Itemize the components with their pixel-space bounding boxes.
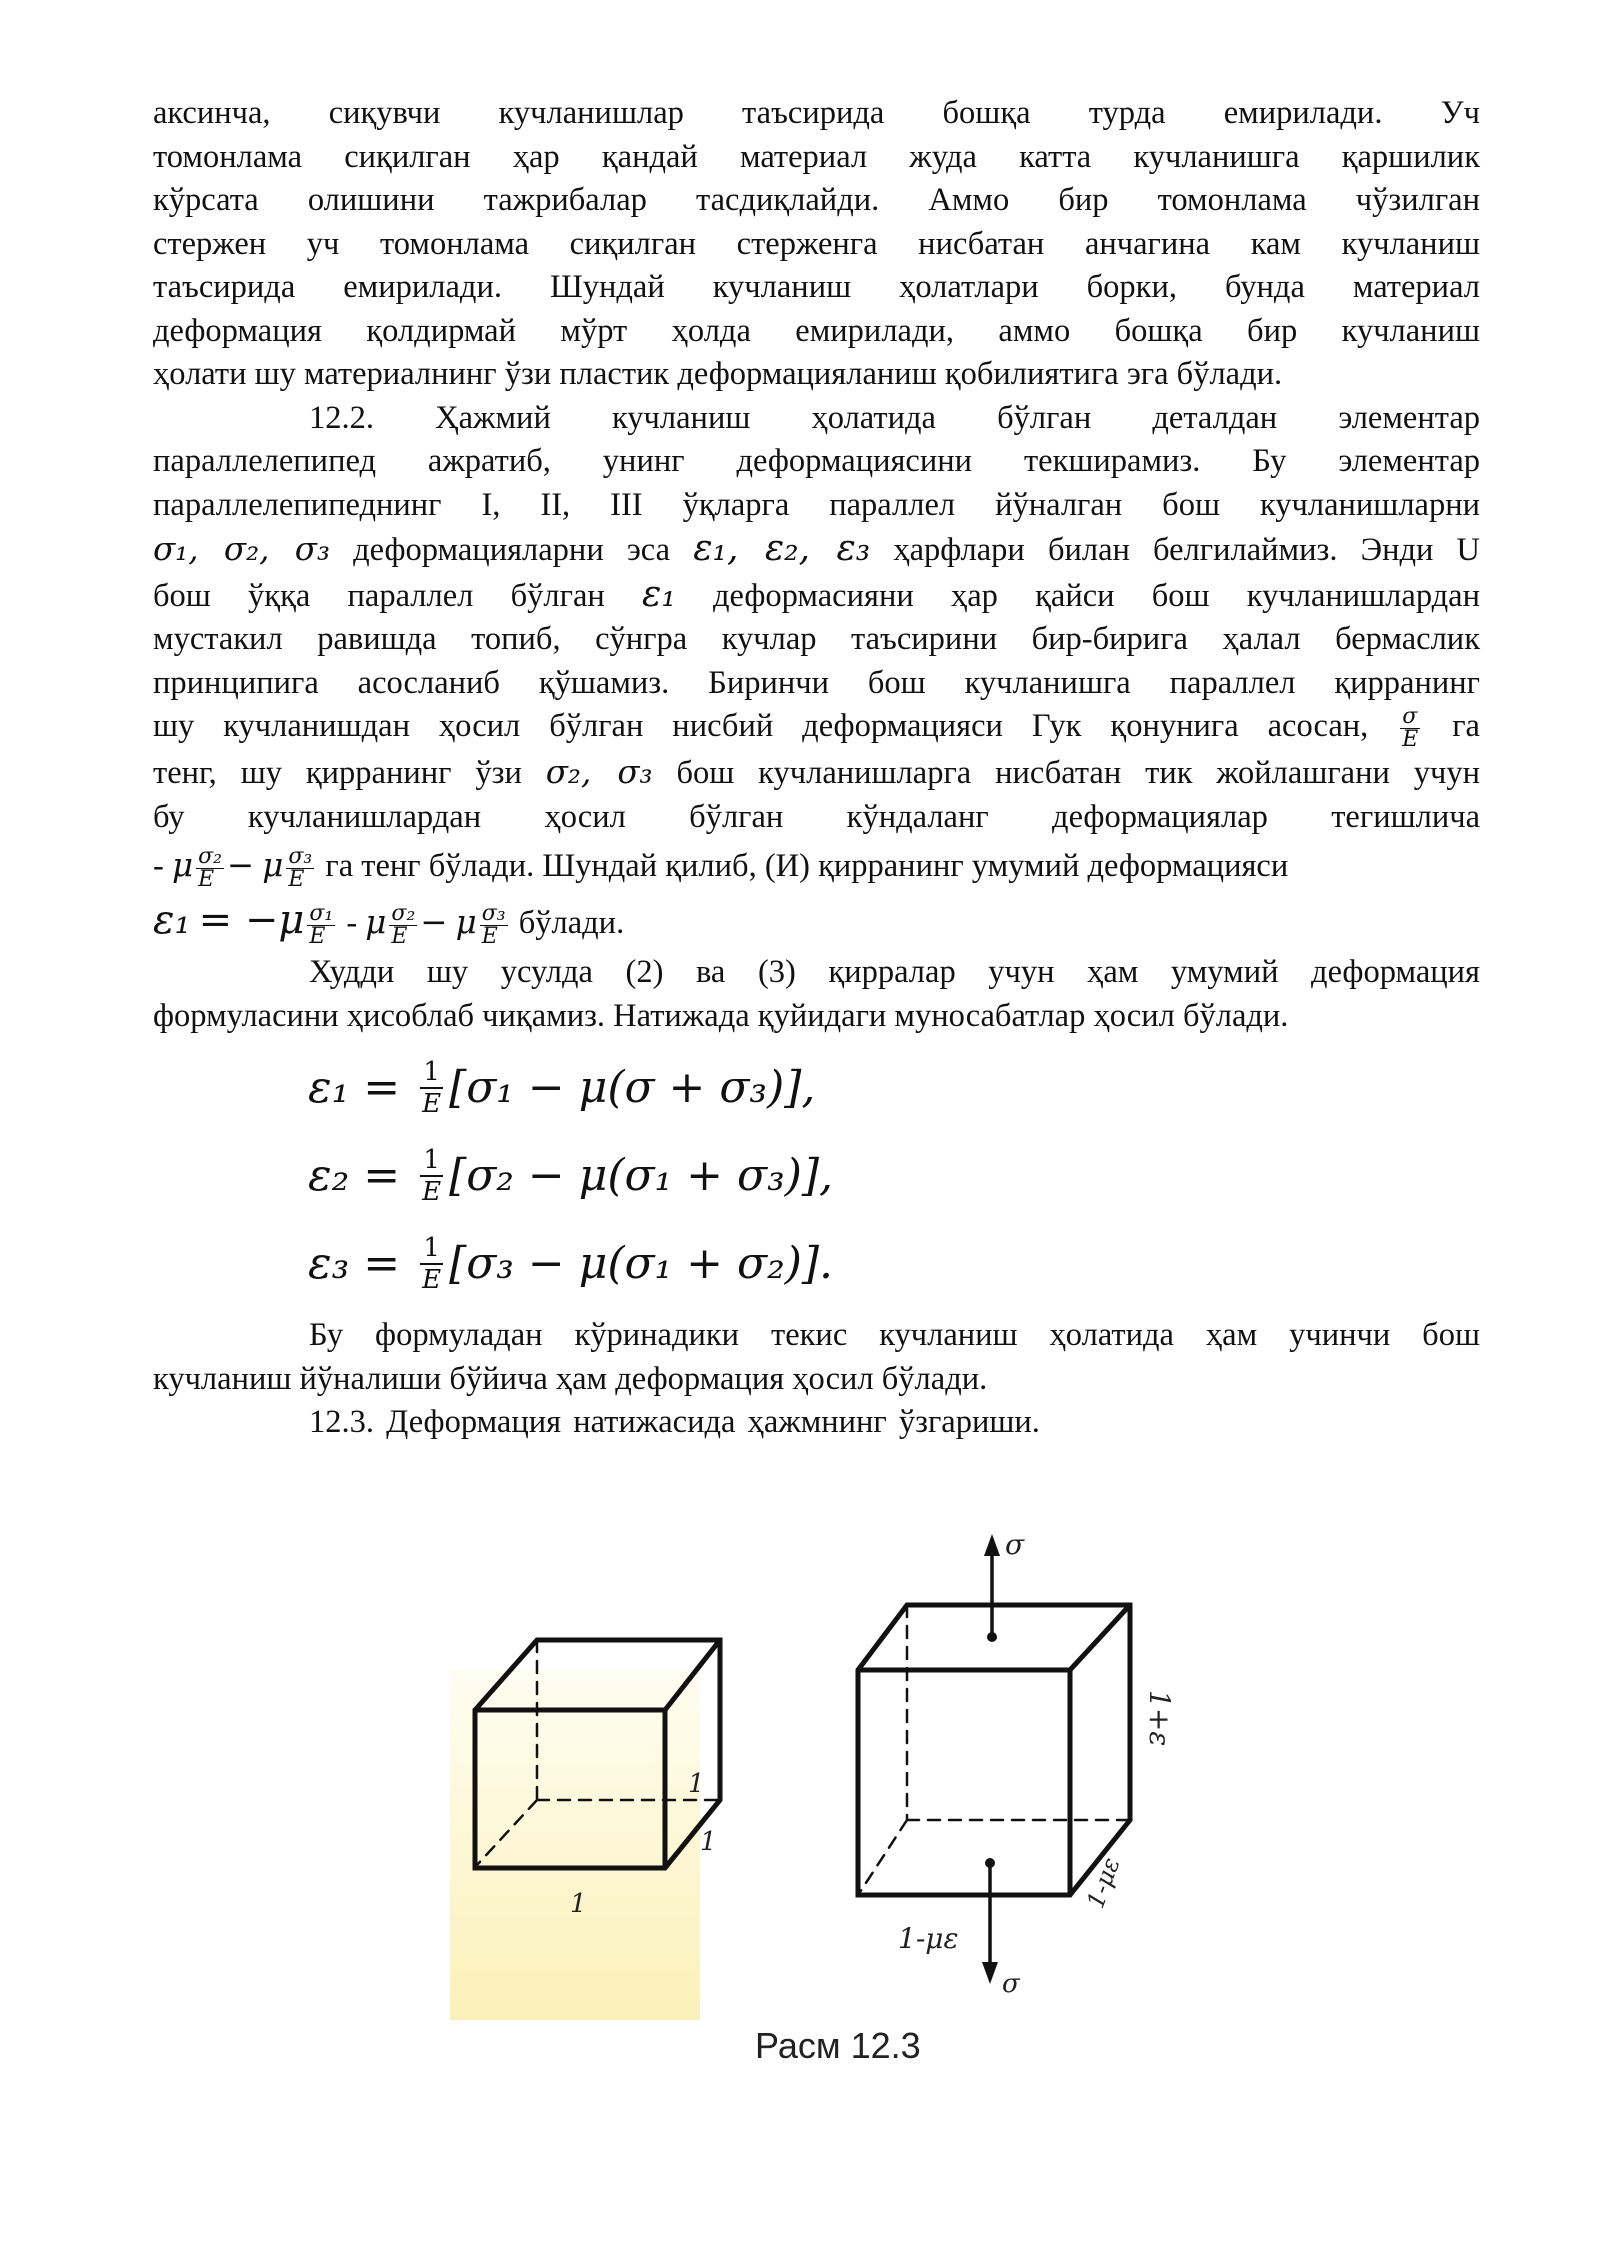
numerator: 1 [420,1145,443,1177]
fraction-sigma1-over-e [307,903,335,948]
equation-rhs: [σ₃ − μ(σ₁ + σ₂)]. [449,1238,834,1290]
text-line [153,705,1480,751]
text-line: таъсирида емирилади. Шундай кучланиш ҳолатлари борки, бунда материал [153,269,1480,305]
denominator: E [309,924,326,950]
paragraph-2 [153,397,1480,952]
figure-caption: Расм 12.3 [755,2025,921,2066]
equation-system [308,1044,1480,1308]
text-span: ҳарфлари билан белгилаймиз. Энди U [870,532,1480,568]
paragraph-3 [153,951,1480,1038]
fraction-sigma3-over-e [286,846,314,891]
denominator: E [422,1177,442,1208]
sigma-top-label: σ [1005,1528,1025,1561]
minus-sign: − [420,903,448,942]
deformed-cube [858,1605,1130,1895]
numerator: σ [1400,706,1420,729]
equation-rhs: [σ₁ − μ(σ + σ₃)], [449,1062,816,1114]
text-line [153,573,1480,619]
equation-lhs: ε₂ [308,1150,350,1202]
label-height-one: 1 [700,1827,717,1857]
text-line: кўрсата олишини тажрибалар тасдиқлайди. Аммо бир томонлама чўзилган [153,182,1480,218]
fraction-sigma-over-e [1400,706,1420,751]
text-span: деформацияларни эса [329,532,694,568]
text-line: томонлама сиқилган ҳар қандай материал жуда катта кучланишга қаршилик [153,138,1480,175]
document-body [153,92,1480,1445]
denominator: E [198,867,215,893]
numerator: σ₂ [198,844,222,870]
sigma-list: σ₁, σ₂, σ₃ [153,530,330,568]
text-line: формуласини ҳисоблаб чиқамиз. Натижада қуйидаги муносабатлар ҳосил бўлади. [153,997,1289,1034]
text-line: бу кучланишлардан ҳосил бўлган кўндаланг деформациялар тегишлича [153,798,1480,835]
label-width-one: 1 [570,1889,587,1919]
cube-front-edges [858,1605,1130,1895]
text-line: параллелепипеднинг I, II, III ўқларга параллел йўналган бош кучланишларни [153,486,1480,523]
text-span: тенг, шу қирранинг ўзи [153,755,546,792]
label-depth-one: 1 [688,1769,705,1799]
numerator: σ₃ [481,901,506,927]
figure-12-3 [450,1510,1176,2020]
stress-arrow-down [982,1858,998,1984]
fraction-sigma2-over-e [196,846,224,891]
text-span: - [153,848,172,885]
text-line: принципига асосланиб қўшамиз. Биринчи бош кучланишга параллел қирранинг [153,664,1480,701]
numerator: σ₃ [288,844,313,870]
denominator: E [422,1265,442,1296]
sigma-list: σ₂, σ₃ [545,753,653,792]
mu-symbol: μ [262,846,284,885]
paragraph-1 [153,92,1480,397]
equation-lhs: ε₃ [308,1238,350,1290]
fraction-sigma3-over-e [480,903,508,948]
section-heading-12-2: 12.2. Ҳажмий кучланиш ҳолатида бўлган деталдан элементар [309,399,1480,436]
cube-deformation-diagram [450,1510,1176,2020]
text-span: бош кучланишларга нисбатан тик жойлашгани учун [652,755,1481,792]
stress-arrow-up [984,1534,1000,1642]
text-line: деформация қолдирмай мўрт ҳолда емирилади, аммо бошқа бир кучланиш [153,312,1480,349]
text-line: Худди шу усулда (2) ва (3) қирралар учун ҳам умумий деформация [309,954,1480,991]
minus-sign: − [226,846,255,885]
text-line: Бу формуладан кўринадики текис кучланиш ҳолатида ҳам учинчи бош [309,1317,1480,1354]
epsilon-list: ε₁, ε₂, ε₃ [693,528,871,569]
label-width: 1-με [898,1922,959,1955]
mu-symbol: μ [365,903,387,942]
text-line [153,751,1480,796]
fraction-sigma2-over-e [389,903,417,948]
numerator: σ₁ [309,901,334,927]
epsilon-1: ε₁ [642,573,676,615]
text-line [153,527,1480,573]
denominator: E [1402,727,1419,753]
text-line [153,892,1480,951]
section-heading-12-3 [153,1401,1480,1445]
text-line: параллелепипед ажратиб, унинг деформациясини текширамиз. Бу элементар [153,443,1480,479]
numerator: 1 [420,1057,443,1089]
text-line: ҳолати шу материалнинг ўзи пластик деформацияланиш қобилиятига эга бўлади. [153,356,1283,392]
text-line [153,839,1480,892]
equation-3: ε₃ = $\frac{1}{E}$ [σ₃ − μ(σ₁ + σ₂)]. [308,1220,1480,1308]
mu-symbol: μ [171,846,194,885]
equals-minus-mu: = −μ [198,897,305,944]
text-span: га тенг бўлади. Шундай қилиб, (И) қирранинг умумий деформацияси [317,848,1289,885]
mu-symbol: μ [455,903,477,942]
text-line: кучланиш йўналиши бўйича ҳам деформация ҳосил бўлади. [153,1360,988,1397]
fraction-one-over-e [420,1233,443,1295]
denominator: E [391,924,408,950]
text-span: га [1423,708,1480,744]
denominator: E [422,1089,442,1120]
sigma-bottom-label: σ [1002,1969,1020,1999]
fraction-one-over-e [420,1057,443,1119]
equation-lhs: ε₁ [308,1062,350,1114]
fraction-one-over-e [420,1145,443,1207]
paragraph-4 [153,1314,1480,1401]
text-span: шу кучланишдан ҳосил бўлган нисбий деформацияси Гук қонунига асосан, [153,708,1398,744]
equation-rhs: [σ₂ − μ(σ₁ + σ₃)], [449,1150,834,1202]
section-title: 12.3. Деформация натижасида ҳажмнинг ўзгариши. [309,1404,1040,1441]
text-span: бош ўққа параллел бўлган [153,577,642,614]
numerator: σ₂ [391,901,416,927]
text-span: деформасияни ҳар қайси бош кучланишлардан [675,577,1480,614]
text-span: бўлади. [510,905,625,942]
label-depth: 1-με [1081,1853,1126,1913]
equation-1: ε₁ = $\frac{1}{E}$ [σ₁ − μ(σ + σ₃)], [308,1044,1480,1132]
equation-2: ε₂ = $\frac{1}{E}$ [σ₂ − μ(σ₁ + σ₃)], [308,1132,1480,1220]
denominator: E [481,924,498,950]
text-line: мустакил равишда топиб, сўнгра кучлар таъсирини бир-бирига ҳалал бермаслик [153,621,1480,657]
epsilon-1: ε₁ [153,897,191,944]
numerator: 1 [420,1233,443,1265]
text-line: аксинча, сиқувчи кучланишлар таъсирида бошқа турда емирилади. Уч [153,95,1480,131]
denominator: E [288,867,305,893]
label-height: 1+ε [1143,1690,1176,1747]
text-line: стержен уч томонлама сиқилган стерженга нисбатан анчагина кам кучланиш [153,225,1480,262]
dash: - [346,905,358,942]
